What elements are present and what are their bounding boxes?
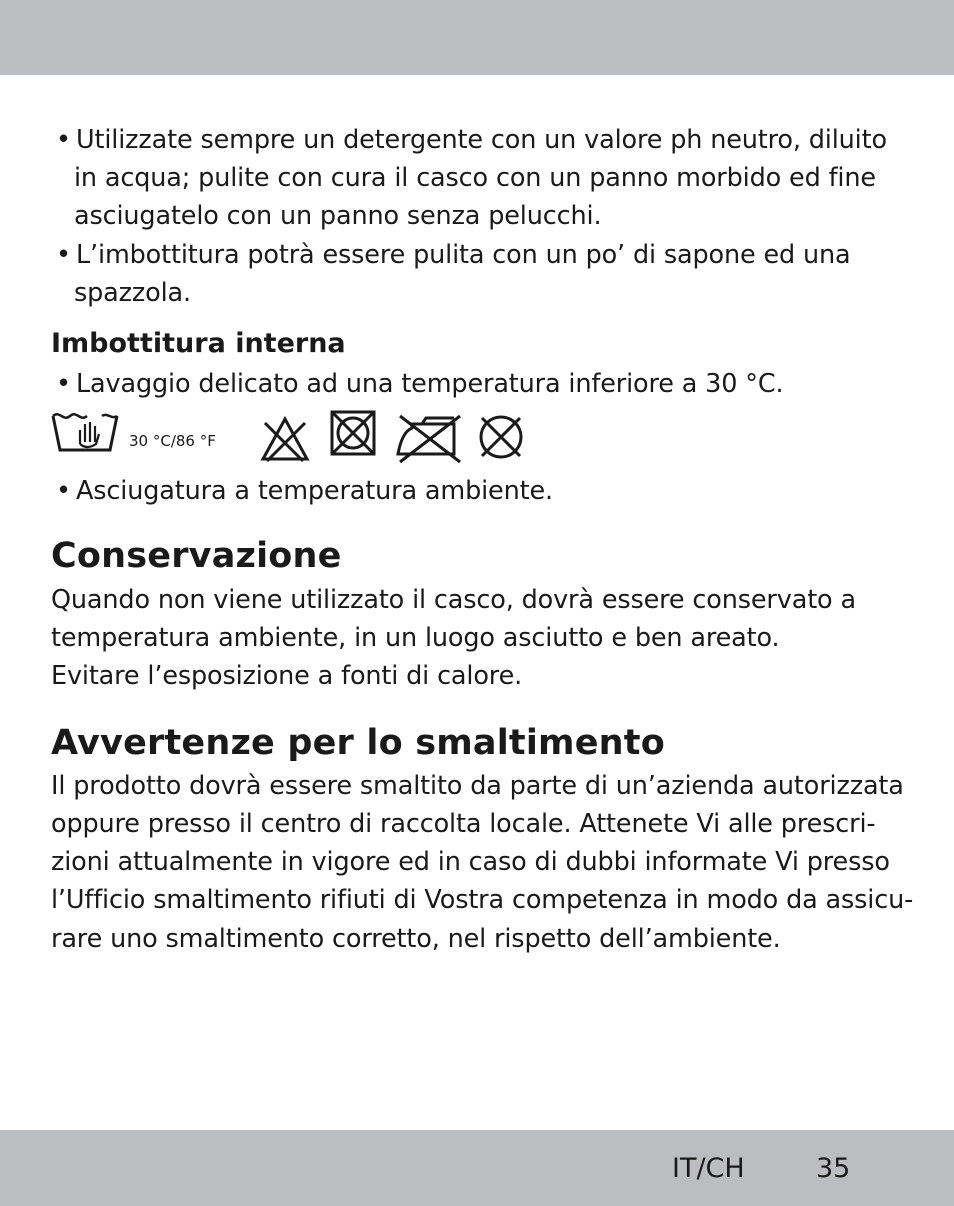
header-band (0, 0, 954, 75)
no-dry-clean-icon (476, 412, 526, 462)
bullet-text: spazzola. (74, 278, 191, 308)
disposal-text: oppure presso il centro di raccolta locale. Attenete Vi alle prescri- (51, 809, 876, 839)
dry-instruction: Asciugatura a temperatura ambiente. (76, 476, 553, 506)
padding-heading: Imbottitura interna (51, 328, 346, 359)
no-iron-icon (394, 414, 464, 464)
storage-heading: Conservazione (51, 536, 342, 576)
no-tumble-dry-icon (329, 409, 377, 457)
disposal-text: zioni attualmente in vigore ed in caso di dubbi informate Vi presso (51, 847, 890, 877)
bullet-item (56, 472, 553, 510)
wash-temperature-label: 30 °C/86 °F (129, 432, 216, 450)
wash-instruction: Lavaggio delicato ad una temperatura inferiore a 30 °C. (76, 369, 784, 399)
bullet-item (56, 365, 783, 403)
page-number: 35 (816, 1153, 851, 1184)
disposal-text: rare uno smaltimento corretto, nel rispetto dell’ambiente. (51, 924, 781, 954)
bullet-text: L’imbottitura potrà essere pulita con un po’ di sapone ed una (76, 240, 851, 270)
bullet-text: in acqua; pulite con cura il casco con un panno morbido ed fine (74, 163, 876, 193)
footer-locale: IT/CH (672, 1153, 745, 1184)
bullet-dot: • (56, 240, 71, 270)
storage-text: Evitare l’esposizione a fonti di calore. (51, 661, 523, 691)
bullet-dot: • (56, 476, 71, 506)
storage-text: Quando non viene utilizzato il casco, dovrà essere conservato a (51, 585, 856, 615)
disposal-text: Il prodotto dovrà essere smaltito da parte di un’azienda autorizzata (51, 771, 904, 801)
bullet-item (56, 236, 851, 274)
hand-wash-icon (50, 410, 120, 456)
bullet-dot: • (56, 125, 71, 155)
bullet-text: Utilizzate sempre un detergente con un valore ph neutro, diluito (76, 125, 887, 155)
no-bleach-icon (259, 415, 311, 463)
disposal-text: l’Ufficio smaltimento rifiuti di Vostra competenza in modo da assicu- (51, 885, 914, 915)
footer-band (0, 1130, 954, 1206)
bullet-dot: • (56, 369, 71, 399)
disposal-heading: Avvertenze per lo smaltimento (51, 723, 665, 763)
bullet-item (56, 121, 887, 159)
bullet-text: asciugatelo con un panno senza pelucchi. (74, 201, 602, 231)
storage-text: temperatura ambiente, in un luogo asciutto e ben areato. (51, 623, 780, 653)
